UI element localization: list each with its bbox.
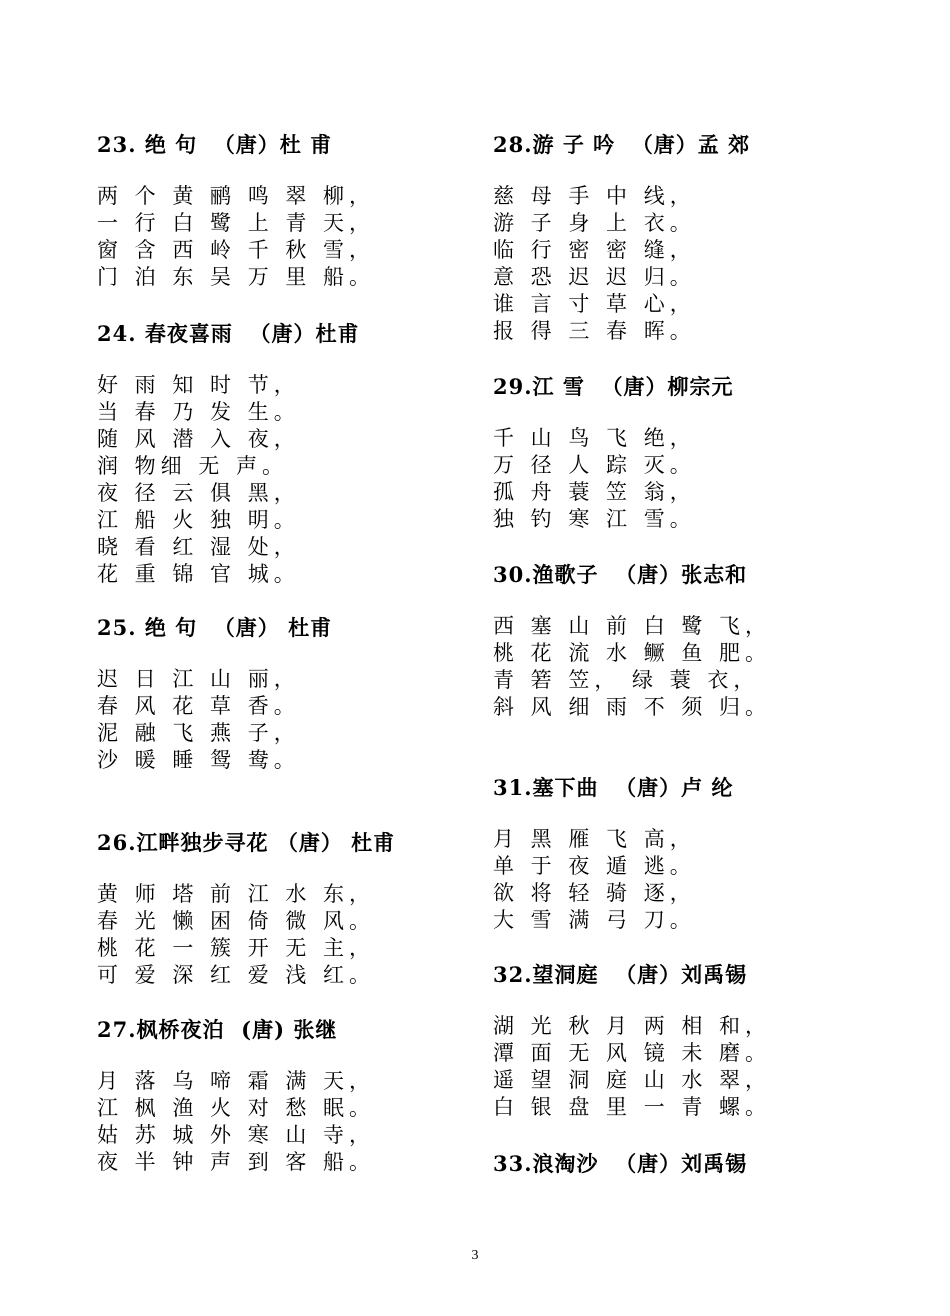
poem-lines [97,372,517,588]
poem-block [493,1150,913,1178]
poem-lines [97,183,517,291]
poem-block [493,561,913,721]
poem-title: 25. 绝 句 （唐） 杜甫 [97,615,333,640]
poem-line: 桃 花 流 水 鳜 鱼 肥。 [493,641,772,665]
poem-line: 好 雨 知 时 节， [97,373,300,397]
poem-line: 黄 师 塔 前 江 水 东， [97,882,376,906]
poem-line: 泥 融 飞 燕 子， [97,721,300,745]
poem-line: 遥 望 洞 庭 山 水 翠， [493,1068,772,1092]
poem-line: 可 爱 深 红 爱 浅 红。 [97,963,376,987]
poem-line: 春 风 花 草 香。 [97,694,300,718]
page-number: 3 [471,1248,479,1263]
poem-line: 桃 花 一 簇 开 无 主， [97,936,376,960]
poem-line: 千 山 鸟 飞 绝， [493,426,696,450]
poem-line: 临 行 密 密 缝， [493,238,696,262]
poem-line: 花 重 锦 官 城。 [97,562,300,586]
poem-lines [493,1013,913,1121]
poem-block [493,131,913,345]
poem-line: 独 钓 寒 江 雪。 [493,507,696,531]
poem-line: 两 个 黄 鹂 鸣 翠 柳， [97,184,376,208]
poem-block [493,774,913,934]
poem-line: 随 风 潜 入 夜， [97,427,300,451]
poem-block [97,829,517,989]
poem-title: 30.渔歌子 （唐）张志和 [493,562,748,587]
poem-line: 夜 径 云 俱 黑， [97,481,300,505]
poem-line: 单 于 夜 遁 逃。 [493,854,696,878]
poem-line: 青 箬 笠， 绿 蓑 衣， [493,668,760,692]
poem-line: 报 得 三 春 晖。 [493,319,696,343]
poem-line: 春 光 懒 困 倚 微 风。 [97,909,376,933]
poem-lines [97,881,517,989]
poem-line: 润 物细 无 声。 [97,454,289,478]
poem-line: 江 船 火 独 明。 [97,508,300,532]
poem-line: 门 泊 东 吴 万 里 船。 [97,265,376,289]
poem-title: 29.江 雪 （唐）柳宗元 [493,374,734,399]
poem-block [493,373,913,533]
poem-title: 28.游 子 吟 （唐）孟 郊 [493,132,751,157]
poem-line: 西 塞 山 前 白 鹭 飞， [493,614,772,638]
poem-title: 27.枫桥夜泊 (唐) 张继 [97,1017,338,1042]
poem-block [97,320,517,588]
poem-block [97,614,517,774]
poem-line: 白 银 盘 里 一 青 螺。 [493,1095,772,1119]
poem-title: 26.江畔独步寻花 （唐） 杜甫 [97,830,396,855]
poem-block [97,131,517,291]
poem-lines [493,425,913,533]
poem-line: 潭 面 无 风 镜 未 磨。 [493,1041,772,1065]
poem-lines [493,826,913,934]
poem-lines [493,183,913,345]
poem-lines [97,666,517,774]
poem-line: 夜 半 钟 声 到 客 船。 [97,1150,376,1174]
poem-line: 大 雪 满 弓 刀。 [493,908,696,932]
poem-line: 游 子 身 上 衣。 [493,211,696,235]
poem-line: 万 径 人 踪 灭。 [493,453,696,477]
poem-line: 谁 言 寸 草 心， [493,292,696,316]
poem-line: 月 黑 雁 飞 高， [493,827,696,851]
poem-line: 湖 光 秋 月 两 相 和， [493,1014,772,1038]
poem-line: 孤 舟 蓑 笠 翁， [493,480,696,504]
poem-line: 一 行 白 鹭 上 青 天， [97,211,376,235]
poem-line: 沙 暖 睡 鸳 鸯。 [97,748,300,772]
poem-line: 姑 苏 城 外 寒 山 寺， [97,1123,376,1147]
poem-line: 欲 将 轻 骑 逐， [493,881,696,905]
poem-line: 江 枫 渔 火 对 愁 眠。 [97,1096,376,1120]
poem-lines [97,1068,517,1176]
poem-line: 当 春 乃 发 生。 [97,400,300,424]
poem-line: 窗 含 西 岭 千 秋 雪， [97,238,376,262]
poem-lines [493,613,913,721]
poem-line: 月 落 乌 啼 霜 满 天， [97,1069,376,1093]
poem-line: 意 恐 迟 迟 归。 [493,265,696,289]
poem-title: 23. 绝 句 （唐）杜 甫 [97,132,333,157]
poem-title: 24. 春夜喜雨 （唐）杜甫 [97,321,360,346]
poem-line: 迟 日 江 山 丽， [97,667,300,691]
poem-block [493,961,913,1121]
poem-line: 斜 风 细 雨 不 须 归。 [493,695,772,719]
poem-block [97,1016,517,1176]
poem-line: 慈 母 手 中 线， [493,184,696,208]
poem-title: 31.塞下曲 （唐）卢 纶 [493,775,734,800]
poem-line: 晓 看 红 湿 处， [97,535,300,559]
poem-title: 32.望洞庭 （唐）刘禹锡 [493,962,748,987]
poem-title: 33.浪淘沙 （唐）刘禹锡 [493,1151,748,1176]
